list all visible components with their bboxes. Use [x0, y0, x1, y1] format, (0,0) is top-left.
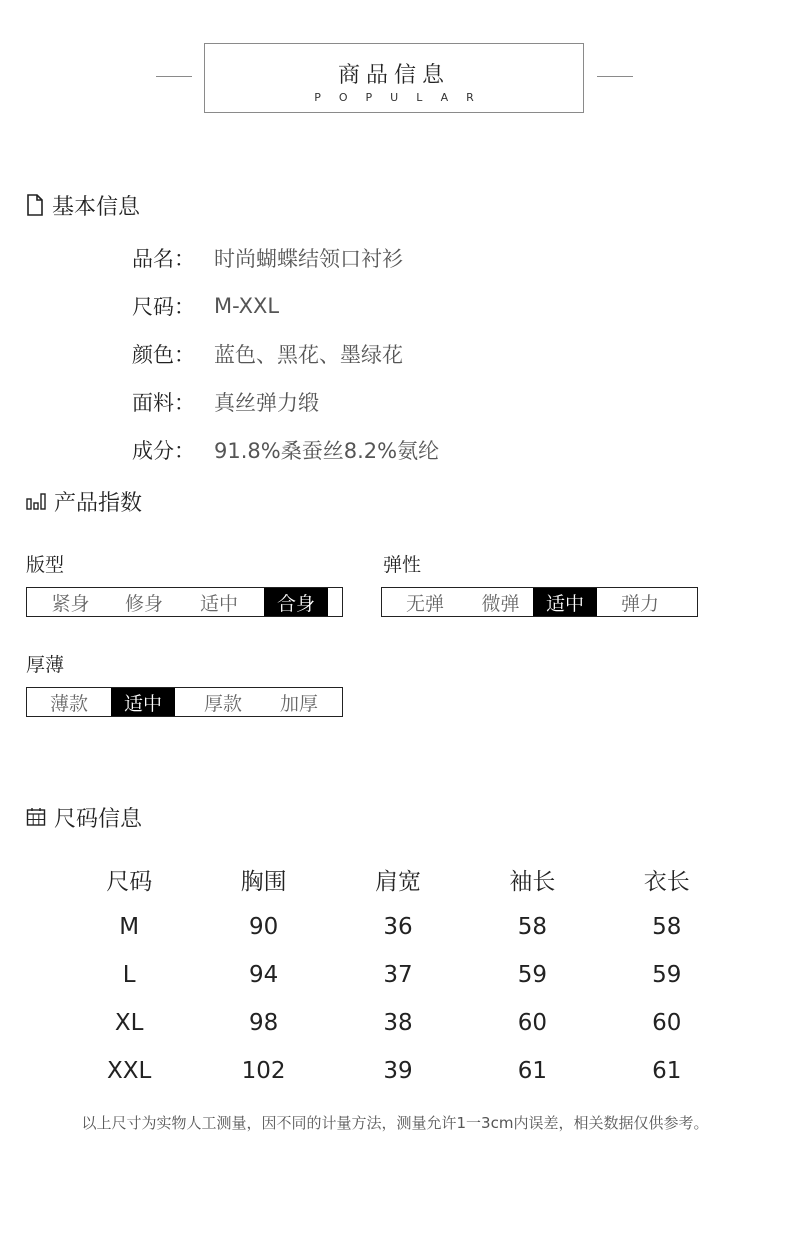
header-subtitle: POPULAR: [314, 91, 492, 104]
thickness-option: 厚款: [203, 692, 242, 715]
info-value: 蓝色、黑花、墨绿花: [214, 343, 403, 367]
info-label: 面料：: [132, 391, 195, 415]
table-cell: 90: [248, 914, 279, 940]
basic-info-title: 基本信息: [52, 194, 141, 220]
thickness-option-selected: 适中: [111, 688, 175, 716]
table-cell: 39: [383, 1058, 413, 1084]
column-header: 肩宽: [374, 868, 421, 895]
thickness-option: 加厚: [279, 692, 318, 715]
info-value: 91.8%桑蚕丝8.2%氨纶: [214, 439, 440, 463]
header-right-rule: [597, 76, 633, 77]
elasticity-option-selected: 适中: [533, 588, 597, 616]
table-cell: M: [119, 914, 140, 940]
info-label: 品名：: [132, 247, 195, 271]
size-table: [62, 855, 734, 1095]
header-left-rule: [156, 76, 192, 77]
document-icon: [26, 194, 44, 216]
column-header: 尺码: [106, 868, 153, 895]
table-cell: 58: [652, 914, 682, 940]
product-index-heading: [26, 487, 142, 515]
info-row-color: [132, 339, 403, 369]
table-cell: XL: [114, 1010, 144, 1036]
info-value: 真丝弹力缎: [214, 391, 319, 415]
table-cell: 58: [517, 914, 547, 940]
elasticity-option: 无弹: [405, 592, 444, 615]
header-title: 商品信息: [337, 63, 450, 88]
info-row-name: [132, 243, 403, 273]
thickness-option: 薄款: [49, 692, 88, 715]
elasticity-option: 微弹: [481, 592, 520, 615]
table-cell: 59: [517, 962, 547, 988]
bar-chart-icon: [26, 492, 46, 510]
info-label: 尺码：: [132, 295, 195, 319]
thickness-scale: [26, 687, 343, 717]
table-cell: 36: [383, 914, 413, 940]
size-note: 以上尺寸为实物人工测量，因不同的计量方法，测量允许1一3cm内误差，相关数据仅供参考。: [81, 1114, 709, 1132]
table-cell: 38: [383, 1010, 413, 1036]
info-label: 成分：: [132, 439, 195, 463]
column-header: 袖长: [509, 868, 556, 895]
fit-scale: [26, 587, 343, 617]
thickness-label: 厚薄: [26, 654, 65, 676]
table-row: [62, 1047, 734, 1095]
fit-option: 紧身: [51, 592, 90, 615]
table-cell: 60: [517, 1010, 547, 1036]
grid-icon: [26, 807, 46, 827]
info-row-size: [132, 291, 279, 321]
table-cell: 61: [517, 1058, 547, 1084]
fit-option-selected: 合身: [264, 588, 328, 616]
elasticity-scale: [381, 587, 698, 617]
basic-info-heading: [26, 191, 140, 219]
info-row-fabric: [132, 387, 319, 417]
header-box: [204, 43, 584, 113]
elasticity-label: 弹性: [383, 554, 422, 576]
table-row: [62, 903, 734, 951]
fit-label: 版型: [26, 554, 65, 576]
column-header: 衣长: [643, 868, 690, 895]
column-header: 胸围: [240, 868, 287, 895]
table-cell: 61: [652, 1058, 682, 1084]
table-row: [62, 999, 734, 1047]
size-info-title: 尺码信息: [54, 806, 143, 832]
table-cell: L: [122, 962, 136, 988]
table-cell: 59: [652, 962, 682, 988]
table-cell: 102: [241, 1058, 286, 1084]
fit-option: 修身: [124, 592, 163, 615]
info-row-composition: [132, 435, 439, 465]
product-index-title: 产品指数: [54, 490, 143, 516]
info-value: M-XXL: [214, 294, 280, 318]
table-cell: 94: [248, 962, 279, 988]
size-info-heading: [26, 803, 142, 831]
table-cell: 98: [248, 1010, 279, 1036]
table-header-row: [62, 855, 734, 903]
table-cell: 60: [652, 1010, 682, 1036]
elasticity-option: 弹力: [620, 592, 659, 615]
info-label: 颜色：: [132, 343, 195, 367]
table-row: [62, 951, 734, 999]
fit-option: 适中: [199, 592, 238, 615]
table-cell: 37: [383, 962, 413, 988]
table-cell: XXL: [107, 1058, 152, 1084]
info-value: 时尚蝴蝶结领口衬衫: [214, 247, 403, 271]
